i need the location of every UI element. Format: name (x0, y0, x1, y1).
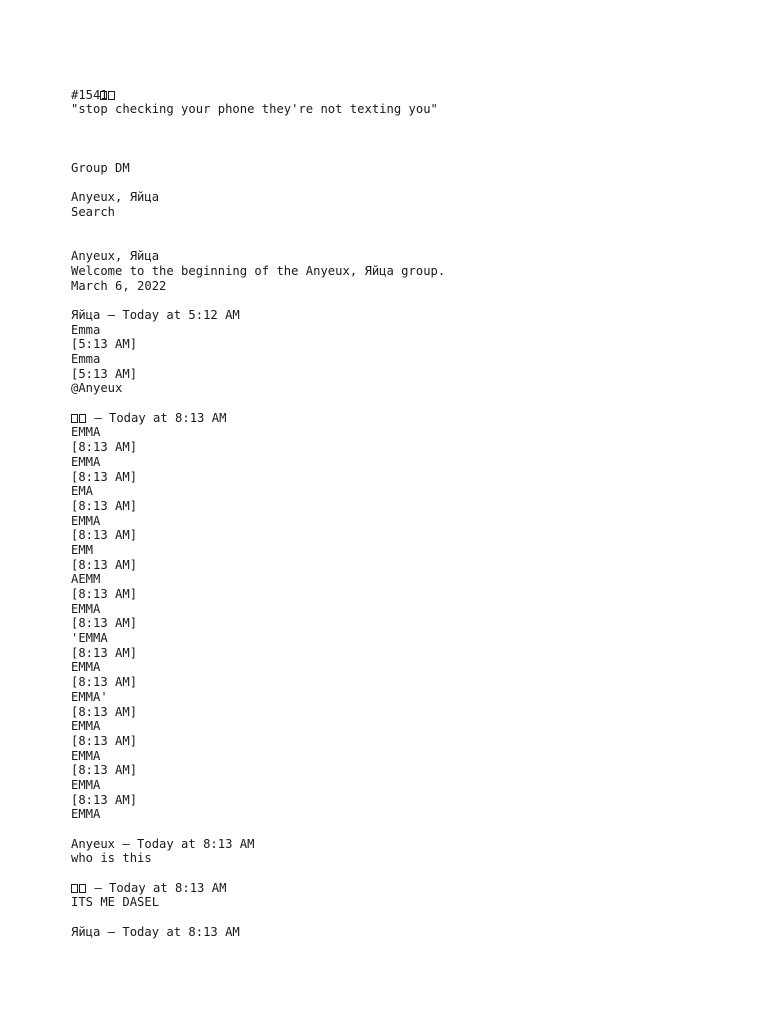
channel-type: Group DM (71, 161, 130, 176)
message-text: AEMM (71, 572, 101, 587)
message-text: EMMA (71, 601, 101, 616)
group-name: Anyeux, Яйца (71, 190, 160, 205)
message-author-line: Яйца — Today at 8:13 AM (71, 924, 240, 939)
message-timestamp: [5:13 AM] (71, 366, 138, 381)
message-text: Emma (71, 352, 101, 367)
missing-glyph-icon (79, 884, 86, 893)
message-timestamp: [8:13 AM] (71, 469, 138, 484)
message-timestamp: [8:13 AM] (71, 763, 138, 778)
message-text: who is this (71, 851, 152, 866)
message-text: EMMA (71, 777, 101, 792)
search-label[interactable]: Search (71, 205, 116, 220)
message-timestamp: [8:13 AM] (71, 733, 138, 748)
server-glyph (71, 73, 751, 88)
message-timestamp: [8:13 AM] (71, 792, 138, 807)
intro-date: March 6, 2022 (71, 278, 167, 293)
message-text: Emma (71, 322, 101, 337)
message-timestamp: [8:13 AM] (71, 645, 138, 660)
channel-topic: "stop checking your phone they're not texting you" (71, 102, 438, 117)
welcome-text: Welcome to the beginning of the Anyeux, Яйца group. (71, 263, 446, 278)
message-text: EMA (71, 484, 94, 499)
message-text: EMMA (71, 807, 101, 822)
message-author-line: Anyeux — Today at 8:13 AM (71, 836, 255, 851)
message-text: EMMA (71, 719, 101, 734)
message-author-line: Яйца — Today at 5:12 AM (71, 307, 240, 322)
message-text: EMMA (71, 425, 101, 440)
message-text: EMMA (71, 660, 101, 675)
intro-group-name: Anyeux, Яйца (71, 249, 160, 264)
message-text: EMMA' (71, 689, 108, 704)
message-timestamp: [8:13 AM] (71, 528, 138, 543)
message-text: EMMA (71, 454, 101, 469)
missing-glyph-icon (71, 414, 78, 423)
message-author-line: — Today at 8:13 AM (71, 881, 751, 896)
message-timestamp: [8:13 AM] (71, 675, 138, 690)
message-timestamp: [8:13 AM] (71, 557, 138, 572)
message-list (71, 293, 751, 939)
message-timestamp: [8:13 AM] (71, 587, 138, 602)
message-timestamp: [8:13 AM] (71, 616, 138, 631)
message-text: ITS ME DASEL (71, 895, 160, 910)
message-timestamp: [8:13 AM] (71, 704, 138, 719)
message-author-line: — Today at 8:13 AM (71, 411, 751, 426)
message-text: 'EMMA (71, 631, 108, 646)
message-timestamp: [5:13 AM] (71, 337, 138, 352)
chat-transcript (71, 73, 751, 940)
message-text: EMM (71, 542, 94, 557)
channel-number: #1541 (71, 87, 108, 102)
message-timestamp: [8:13 AM] (71, 440, 138, 455)
message-timestamp: [8:13 AM] (71, 498, 138, 513)
message-text: EMMA (71, 513, 101, 528)
message-text: EMMA (71, 748, 101, 763)
missing-glyph-icon (71, 884, 78, 893)
missing-glyph-icon (108, 91, 115, 100)
message-text: @Anyeux (71, 381, 123, 396)
missing-glyph-icon (79, 414, 86, 423)
